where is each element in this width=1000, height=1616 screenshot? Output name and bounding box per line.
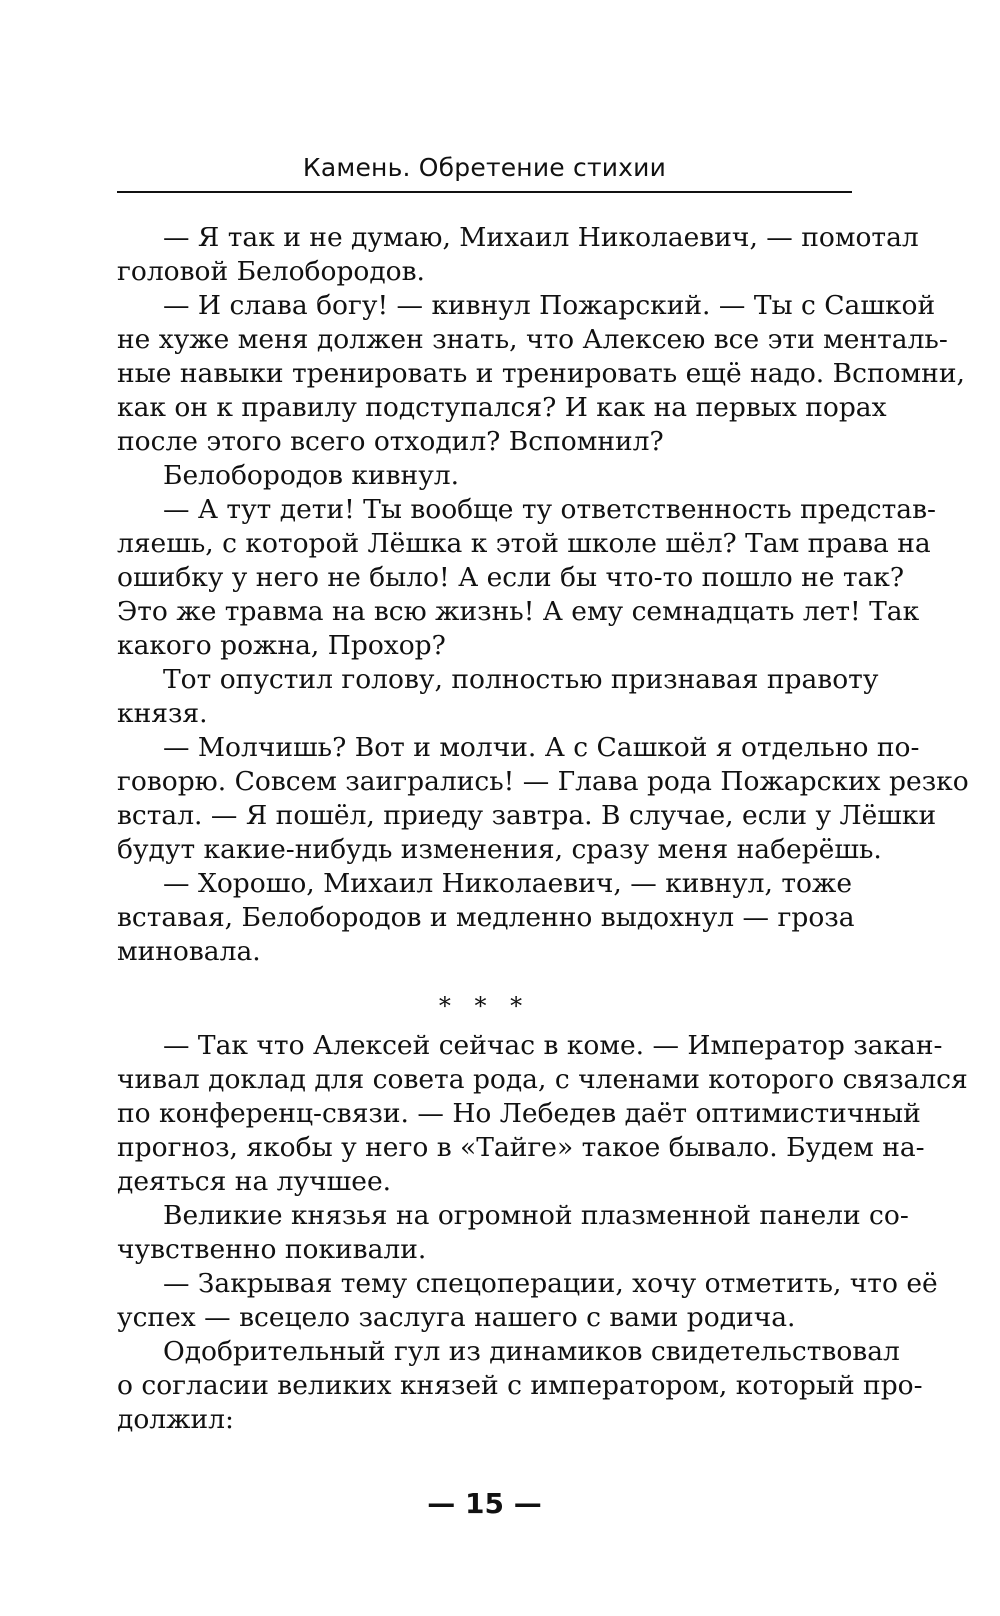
text-line: — Я так и не думаю, Михаил Николаевич, — помотал (163, 222, 919, 253)
text-line: не хуже меня должен знать, что Алексею все эти менталь- (117, 324, 948, 355)
text-line: успех — всецело заслуга нашего с вами родича. (117, 1302, 796, 1333)
text-line: ные навыки тренировать и тренировать ещё надо. Вспомни, (117, 358, 965, 389)
text-line: какого рожна, Прохор? (117, 630, 446, 661)
text-line: о согласии великих князей с императором, который про- (117, 1370, 923, 1401)
text-line: после этого всего отходил? Вспомнил? (117, 426, 664, 457)
text-line: Тот опустил голову, полностью признавая правоту (163, 664, 879, 695)
text-line: по конференц-связи. — Но Лебедев даёт оптимистичный (117, 1098, 921, 1129)
text-line: — Молчишь? Вот и молчи. А с Сашкой я отдельно по- (163, 732, 920, 763)
text-line: — Хорошо, Михаил Николаевич, — кивнул, тоже (163, 868, 852, 899)
text-line: вставая, Белобородов и медленно выдохнул — гроза (117, 902, 855, 933)
text-line: будут какие-нибудь изменения, сразу меня наберёшь. (117, 834, 882, 865)
text-line: миновала. (117, 936, 261, 967)
text-line: деяться на лучшее. (117, 1166, 392, 1197)
running-title: Камень. Обретение стихии (302, 153, 667, 182)
text-line: чувственно покивали. (117, 1234, 427, 1265)
text-line: головой Белобородов. (117, 256, 425, 287)
text-line: говорю. Совсем заигрались! — Глава рода Пожарских резко (117, 766, 969, 797)
text-line: чивал доклад для совета рода, с членами которого связался (117, 1064, 968, 1095)
text-line: — Закрывая тему спецоперации, хочу отметить, что её (163, 1268, 938, 1299)
text-line: Одобрительный гул из динамиков свидетельствовал (163, 1336, 900, 1367)
text-line: ошибку у него не было! А если бы что-то пошло не так? (117, 562, 905, 593)
text-line: Белобородов кивнул. (163, 460, 460, 491)
text-line: — А тут дети! Ты вообще ту ответственность представ- (163, 494, 936, 525)
text-line: — Так что Алексей сейчас в коме. — Император закан- (163, 1030, 943, 1061)
section-break: * * * (438, 992, 531, 1020)
page-body (117, 221, 969, 1437)
text-line: Великие князья на огромной плазменной панели со- (163, 1200, 909, 1231)
text-line: — И слава богу! — кивнул Пожарский. — Ты с Сашкой (163, 290, 936, 321)
page-number: — 15 — (427, 1487, 542, 1520)
text-line: прогноз, якобы у него в «Тайге» такое бывало. Будем на- (117, 1132, 925, 1163)
text-line: Это же травма на всю жизнь! А ему семнадцать лет! Так (117, 596, 920, 627)
text-line: встал. — Я пошёл, приеду завтра. В случае, если у Лёшки (117, 800, 937, 831)
text-line: должил: (117, 1404, 234, 1435)
text-line: ляешь, с которой Лёшка к этой школе шёл? Там права на (117, 528, 931, 559)
text-line: как он к правилу подступался? И как на первых порах (117, 392, 887, 423)
text-line: князя. (117, 698, 208, 729)
header-rule (117, 191, 852, 193)
